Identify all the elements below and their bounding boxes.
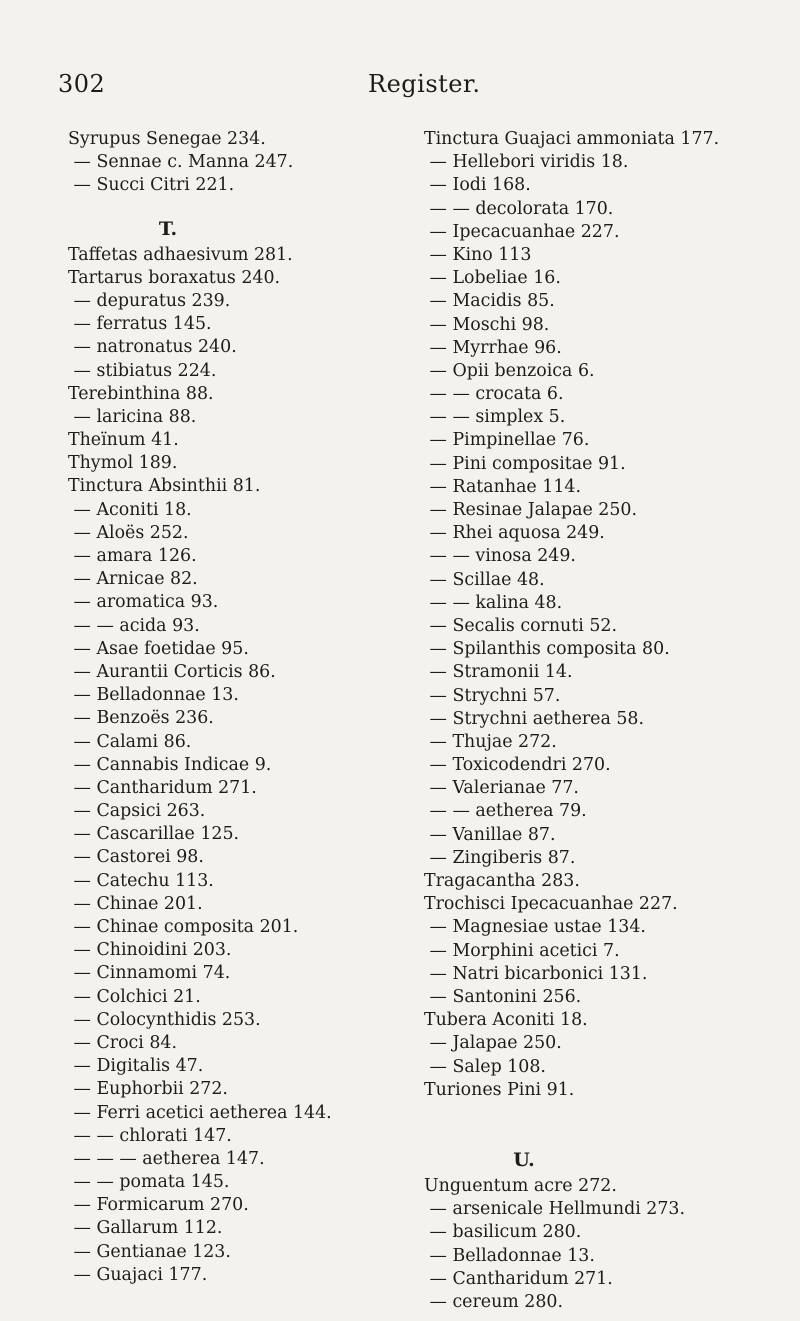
right-index-entry: — — crocata 6. [424, 384, 564, 405]
right-index-entry: — Strychni 57. [424, 685, 561, 706]
right-column [424, 128, 719, 1314]
left-index-entry: — Cantharidum 271. [68, 777, 257, 798]
right-index-entry: — Valerianae 77. [424, 778, 579, 799]
page-number: 302 [58, 70, 106, 98]
right-index-entry: — — decolorata 170. [424, 198, 614, 219]
right-index-entry: — Macidis 85. [424, 291, 555, 312]
left-index-entry: — Formicarum 270. [68, 1195, 249, 1216]
right-index-entry: — Lobeliae 16. [424, 268, 561, 289]
right-index-entry: — cereum 280. [424, 1292, 564, 1312]
left-index-entry: — aromatica 93. [68, 592, 219, 613]
right-index-entry: — Scillae 48. [424, 569, 545, 590]
right-index-entry: — Pimpinellae 76. [424, 430, 590, 451]
right-index-entry: — Spilanthis composita 80. [424, 639, 670, 660]
right-index-entry: Tinctura Guajaci ammoniata 177. [424, 129, 720, 149]
left-index-entry: — Digitalis 47. [68, 1056, 204, 1077]
left-index-entry: — Aloës 252. [68, 522, 189, 543]
right-index-entry: Tragacantha 283. [424, 871, 580, 891]
left-index-entry: — ferratus 145. [68, 314, 212, 335]
left-index-entry: Terebinthina 88. [68, 383, 214, 404]
left-column [68, 128, 332, 1287]
left-index-entry: — Gallarum 112. [68, 1218, 223, 1239]
running-title: Register. [368, 70, 481, 98]
left-index-entry: — Croci 84. [68, 1032, 178, 1053]
left-index-entry: — Aurantii Corticis 86. [68, 661, 276, 682]
right-index-entry: — Morphini acetici 7. [424, 940, 620, 961]
right-index-entry: — Salep 108. [424, 1056, 546, 1077]
right-index-entry: — basilicum 280. [424, 1222, 582, 1243]
right-index-entry: Unguentum acre 272. [424, 1176, 617, 1197]
left-index-entry: — Belladonnae 13. [68, 685, 239, 706]
right-index-entry: — Myrrhae 96. [424, 337, 562, 358]
right-index-entry: — Thujae 272. [424, 731, 557, 752]
right-index-entry: — Opii benzoica 6. [424, 360, 595, 381]
right-index-entry: — Natri bicarbonici 131. [424, 963, 648, 984]
left-index-entry: Theïnum 41. [68, 430, 179, 451]
left-index-entry: — Capsici 263. [68, 801, 206, 822]
right-index-entry: — Pini compositae 91. [424, 453, 626, 474]
left-index-entry: — Calami 86. [68, 731, 192, 752]
right-index-entry: — — simplex 5. [424, 407, 566, 428]
left-index-entry: — Guajaci 177. [68, 1264, 208, 1285]
left-index-entry: — Gentianae 123. [68, 1241, 231, 1262]
left-index-entry: — Cinnamomi 74. [68, 963, 231, 984]
right-index-entry: — arsenicale Hellmundi 273. [424, 1199, 686, 1220]
left-index-entry: — Sennae c. Manna 247. [68, 152, 294, 173]
left-index-entry: Tinctura Absinthii 81. [68, 476, 261, 497]
left-index-entry: — Colchici 21. [68, 986, 201, 1007]
left-index-entry: — — chlorati 147. [68, 1125, 232, 1146]
right-index-entry: — Ratanhae 114. [424, 476, 581, 497]
section-letter-heading: T. [158, 217, 178, 240]
right-index-entry: — Strychni aetherea 58. [424, 708, 645, 729]
left-index-entry: — Benzoës 236. [68, 708, 214, 729]
right-index-entry: — Toxicodendri 270. [424, 755, 611, 776]
right-index-entry: — Ipecacuanhae 227. [424, 221, 620, 242]
right-index-entry: — Jalapae 250. [424, 1033, 562, 1054]
right-index-entry: — Stramonii 14. [424, 662, 573, 683]
left-index-entry: — Arnicae 82. [68, 569, 198, 590]
right-index-entry: — Rhei aquosa 249. [424, 523, 605, 544]
left-index-entry: Syrupus Senegae 234. [68, 129, 266, 149]
right-index-entry: — — kalina 48. [424, 592, 563, 613]
right-index-entry: — — aetherea 79. [424, 801, 587, 822]
blank-line [424, 1102, 719, 1125]
right-index-entry: — Iodi 168. [424, 175, 531, 196]
left-index-entry: Taffetas adhaesivum 281. [68, 244, 293, 265]
right-index-entry: — Kino 113 [424, 244, 532, 265]
left-index-entry: — — — aetherea 147. [68, 1148, 265, 1169]
right-index-entry: — — vinosa 249. [424, 546, 576, 567]
left-index-entry: — laricina 88. [68, 406, 197, 427]
left-index-entry: — Aconiti 18. [68, 499, 192, 520]
right-index-entry: — Secalis cornuti 52. [424, 615, 617, 636]
left-index-entry: — Catechu 113. [68, 870, 214, 891]
right-index-entry: — Moschi 98. [424, 314, 550, 335]
left-index-entry: — amara 126. [68, 546, 197, 566]
left-index-entry: — Chinae 201. [68, 893, 203, 914]
left-index-entry: — Cascarillae 125. [68, 824, 240, 845]
left-index-entry: — Colocynthidis 253. [68, 1009, 261, 1030]
right-index-entry: Turiones Pini 91. [424, 1079, 575, 1100]
left-index-entry: — Chinae composita 201. [68, 917, 299, 937]
left-index-entry: — Chinoidini 203. [68, 940, 232, 961]
left-index-entry: — Castorei 98. [68, 847, 204, 868]
right-index-entry: — Santonini 256. [424, 986, 582, 1007]
left-index-entry: — — pomata 145. [68, 1172, 230, 1193]
left-index-entry: — Euphorbii 272. [68, 1079, 228, 1100]
right-index-entry: — Magnesiae ustae 134. [424, 917, 646, 938]
section-letter-heading: U. [513, 1149, 535, 1172]
right-index-entry: — Hellebori viridis 18. [424, 152, 629, 173]
left-index-entry: Thymol 189. [68, 453, 178, 474]
right-index-entry: Tubera Aconiti 18. [424, 1010, 588, 1031]
left-index-entry: — Cannabis Indicae 9. [68, 754, 272, 775]
right-index-entry: — Resinae Jalapae 250. [424, 500, 638, 520]
right-index-entry: Trochisci Ipecacuanhae 227. [424, 894, 678, 915]
right-index-entry: — Belladonnae 13. [424, 1245, 595, 1266]
left-index-entry: — depuratus 239. [68, 290, 231, 311]
left-index-entry: — Succi Citri 221. [68, 175, 235, 196]
left-index-entry: — — acida 93. [68, 615, 200, 636]
right-index-entry: — Zingiberis 87. [424, 847, 576, 868]
left-index-entry: — stibiatus 224. [68, 360, 217, 381]
right-index-entry: — Vanillae 87. [424, 824, 556, 845]
left-index-entry: Tartarus boraxatus 240. [68, 267, 281, 288]
left-index-entry: — Ferri acetici aetherea 144. [68, 1102, 332, 1123]
left-index-entry: — Asae foetidae 95. [68, 638, 249, 659]
right-index-entry: — Cantharidum 271. [424, 1268, 613, 1289]
left-index-entry: — natronatus 240. [68, 337, 237, 358]
